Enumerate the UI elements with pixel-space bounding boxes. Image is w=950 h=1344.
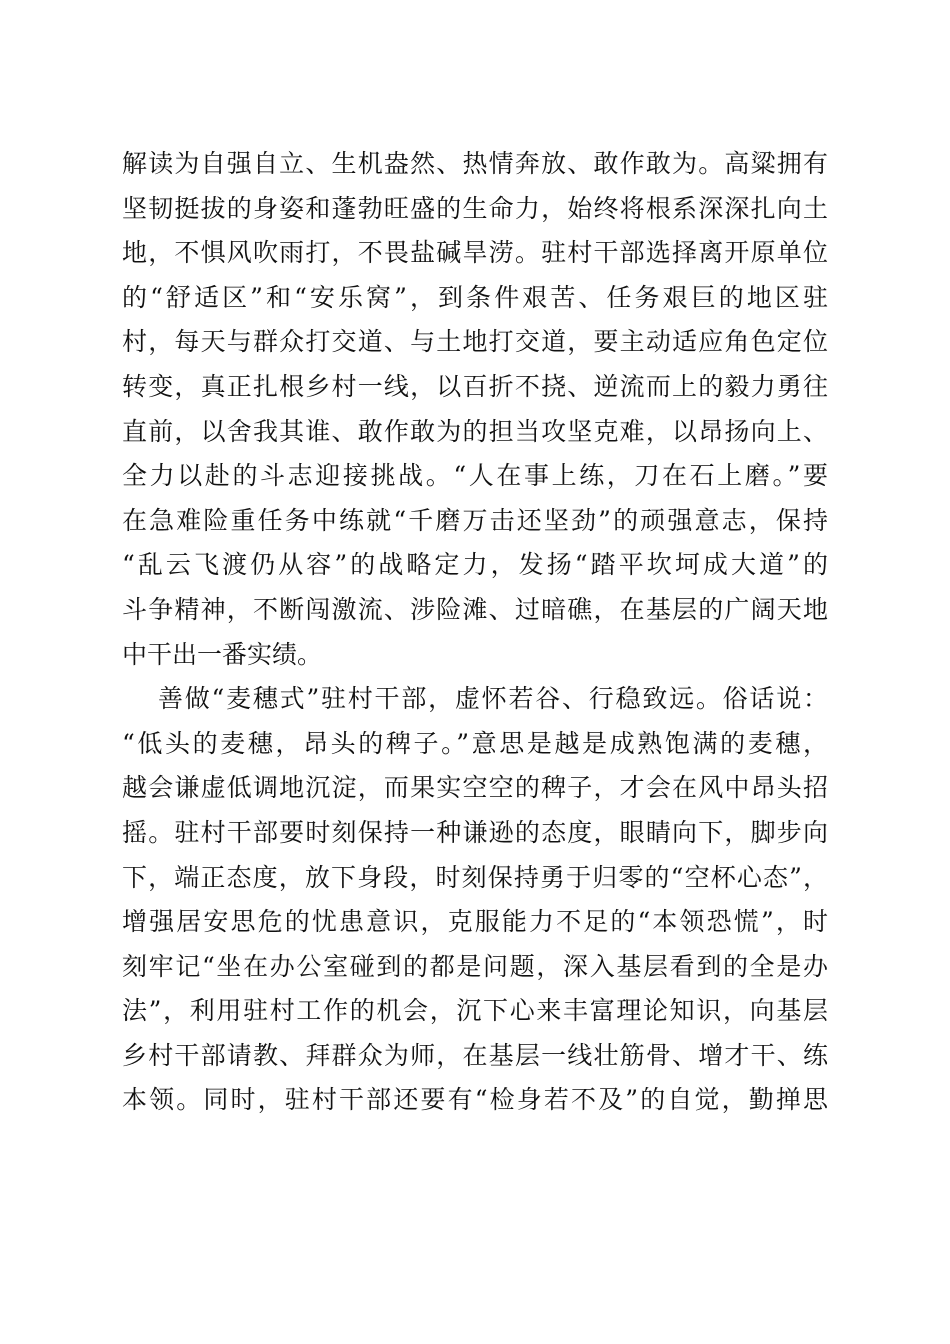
paragraph-start-line: 善做“麦穗式”驻村干部，虚怀若谷、行稳致远。俗话说： bbox=[158, 684, 828, 714]
text-line: 地，不惧风吹雨打，不畏盐碱旱涝。驻村干部选择离开原单位 bbox=[122, 238, 828, 268]
text-line: 解读为自强自立、生机盎然、热情奔放、敢作敢为。高粱拥有 bbox=[122, 149, 828, 178]
text-line: 增强居安思危的忧患意识，克服能力不足的“本领恐慌”，时 bbox=[122, 907, 828, 937]
text-line: 的“舒适区”和“安乐窝”，到条件艰苦、任务艰巨的地区驻 bbox=[122, 282, 828, 312]
text-line: “乱云飞渡仍从容”的战略定力，发扬“踏平坎坷成大道”的 bbox=[122, 550, 828, 580]
text-line: 转变，真正扎根乡村一线，以百折不挠、逆流而上的毅力勇往 bbox=[122, 371, 828, 401]
paragraph-end-line: 中干出一番实绩。 bbox=[122, 639, 323, 669]
text-line: 法”，利用驻村工作的机会，沉下心来丰富理论知识，向基层 bbox=[122, 996, 828, 1026]
text-line: 越会谦虚低调地沉淀，而果实空空的稗子，才会在风中昂头招 bbox=[122, 773, 828, 803]
text-line: 下，端正态度，放下身段，时刻保持勇于归零的“空杯心态”， bbox=[122, 862, 828, 892]
text-line: 在急难险重任务中练就“千磨万击还坚劲”的顽强意志，保持 bbox=[122, 505, 828, 535]
text-line: 全力以赴的斗志迎接挑战。“人在事上练，刀在石上磨。”要 bbox=[122, 461, 828, 491]
text-line: “低头的麦穗，昂头的稗子。”意思是越是成熟饱满的麦穗， bbox=[122, 728, 828, 758]
text-line: 村，每天与群众打交道、与土地打交道，要主动适应角色定位 bbox=[122, 327, 828, 357]
text-line: 刻牢记“坐在办公室碰到的都是问题，深入基层看到的全是办 bbox=[122, 951, 828, 981]
text-line: 摇。驻村干部要时刻保持一种谦逊的态度，眼睛向下，脚步向 bbox=[122, 817, 828, 847]
text-line: 本领。同时，驻村干部还要有“检身若不及”的自觉，勤掸思 bbox=[122, 1085, 828, 1115]
text-line: 直前，以舍我其谁、敢作敢为的担当攻坚克难，以昂扬向上、 bbox=[122, 416, 828, 446]
text-line: 乡村干部请教、拜群众为师，在基层一线壮筋骨、增才干、练 bbox=[122, 1040, 828, 1070]
body-text bbox=[122, 142, 828, 1123]
text-line: 坚韧挺拔的身姿和蓬勃旺盛的生命力，始终将根系深深扎向土 bbox=[122, 193, 828, 223]
text-line: 斗争精神，不断闯激流、涉险滩、过暗礁，在基层的广阔天地 bbox=[122, 594, 828, 624]
